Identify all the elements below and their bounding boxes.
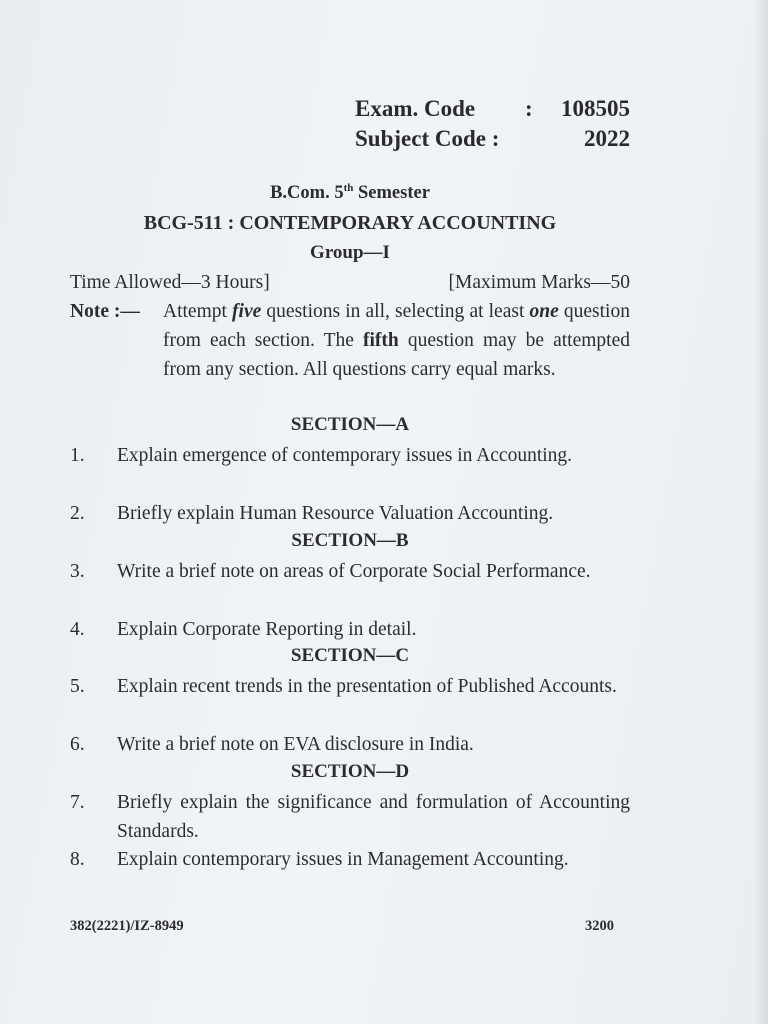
subject-code-line	[355, 126, 630, 152]
question-text: Briefly explain the significance and formulation of Accounting Standards.	[117, 792, 630, 842]
question-number: 6.	[70, 734, 85, 755]
note-text: Attempt five questions in all, selecting at least one question from each section. The fifth question may be attempted from any section. All questions carry equal marks.	[163, 301, 630, 380]
section-c-title: SECTION—C	[290, 645, 410, 666]
question-number: 8.	[70, 849, 85, 870]
exam-code-colon: :	[525, 96, 533, 121]
footer-paper-code: 382(2221)/IZ-8949	[70, 918, 184, 934]
question-text: Write a brief note on EVA disclosure in India.	[117, 734, 474, 755]
question-text: Briefly explain Human Resource Valuation Accounting.	[117, 503, 554, 524]
question-1	[70, 442, 630, 471]
question-5	[70, 673, 630, 702]
section-a-title: SECTION—A	[290, 414, 410, 435]
question-6	[70, 731, 630, 760]
question-text: Explain contemporary issues in Management Accounting.	[117, 849, 569, 870]
time-allowed: Time Allowed—3 Hours]	[70, 272, 270, 293]
footer-copies: 3200	[585, 918, 614, 934]
question-text: Explain Corporate Reporting in detail.	[117, 619, 417, 640]
question-number: 2.	[70, 503, 85, 524]
course-title: B.Com. 5th Semester	[270, 182, 430, 204]
question-number: 3.	[70, 561, 85, 582]
question-3	[70, 558, 630, 587]
question-text: Explain recent trends in the presentation of Published Accounts.	[117, 676, 617, 697]
question-text: Explain emergence of contemporary issues in Accounting.	[117, 445, 573, 466]
question-number: 1.	[70, 445, 85, 466]
subject-code-label: Subject Code :	[355, 126, 500, 151]
paper-title: BCG-511 : CONTEMPORARY ACCOUNTING	[143, 212, 557, 234]
section-d-title: SECTION—D	[290, 761, 410, 782]
note-label: Note :—	[70, 301, 140, 322]
question-4	[70, 616, 630, 645]
question-2	[70, 500, 630, 529]
exam-code-value: 108505	[561, 96, 630, 121]
question-8	[70, 846, 630, 875]
question-7	[70, 789, 630, 847]
question-number: 5.	[70, 676, 85, 697]
question-number: 7.	[70, 792, 85, 813]
exam-code-line	[355, 96, 630, 122]
subject-code-value: 2022	[584, 126, 630, 151]
exam-code-label: Exam. Code	[355, 96, 476, 121]
question-text: Write a brief note on areas of Corporate Social Performance.	[117, 561, 591, 582]
maximum-marks: [Maximum Marks—50	[448, 272, 630, 293]
group-label: Group—I	[310, 242, 390, 263]
section-b-title: SECTION—B	[291, 530, 409, 551]
question-number: 4.	[70, 619, 85, 640]
